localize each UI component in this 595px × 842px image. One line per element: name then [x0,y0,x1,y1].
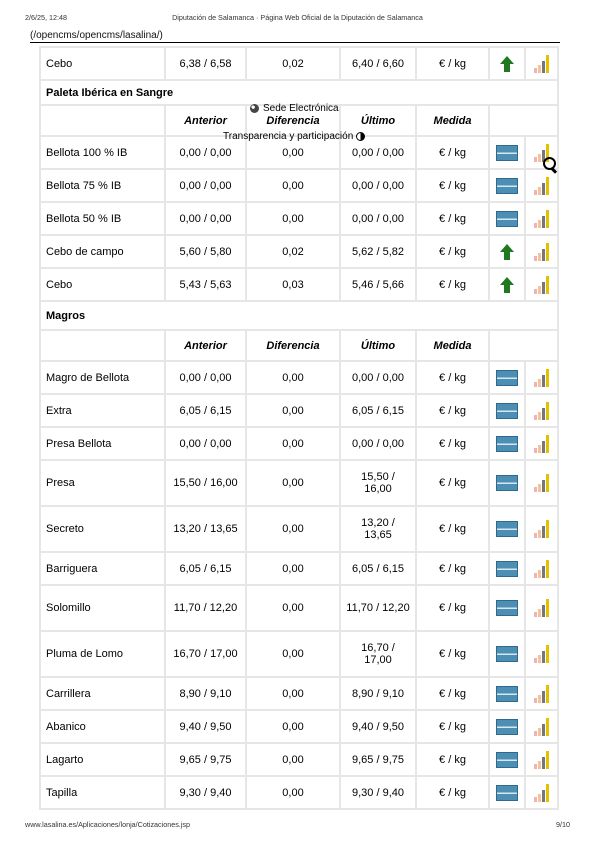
product-name: Bellota 50 % IB [40,202,165,235]
up-arrow-icon [500,277,514,293]
product-name: Solomillo [40,585,165,631]
stable-icon [496,145,518,161]
product-name: Bellota 100 % IB [40,136,165,169]
site-home-link[interactable]: (/opencms/opencms/lasalina/) [30,30,163,41]
print-footer-url: www.lasalina.es/Aplicaciones/lonja/Cotizaciones.jsp [25,820,190,829]
table-row [40,47,558,80]
stable-icon [496,719,518,735]
stable-icon [496,561,518,577]
product-name: Extra [40,394,165,427]
anterior-value: 6,38 / 6,58 [165,47,246,80]
medida-value: € / kg [416,710,489,743]
diferencia-value: 0,02 [246,235,340,268]
search-icon[interactable] [543,157,557,171]
column-header-diferencia: Diferencia [246,105,340,136]
medida-value: € / kg [416,394,489,427]
diferencia-value: 0,00 [246,202,340,235]
print-footer [25,820,570,829]
medida-value: € / kg [416,506,489,552]
table-row [40,552,558,585]
medida-value: € / kg [416,585,489,631]
anterior-value: 9,30 / 9,40 [165,776,246,809]
stable-icon [496,178,518,194]
ultimo-value: 0,00 / 0,00 [340,136,416,169]
table-row [40,427,558,460]
table-row [40,631,558,677]
ultimo-value: 5,46 / 5,66 [340,268,416,301]
anterior-value: 15,50 / 16,00 [165,460,246,506]
column-header-ultimo: Último [340,330,416,361]
anterior-value: 9,65 / 9,75 [165,743,246,776]
column-header-anterior: Anterior [165,105,246,136]
column-header-medida: Medida [416,105,489,136]
anterior-value: 9,40 / 9,50 [165,710,246,743]
price-chart-icon[interactable] [534,645,549,663]
column-header-diferencia: Diferencia [246,330,340,361]
product-name: Cebo [40,268,165,301]
ultimo-value: 6,05 / 6,15 [340,552,416,585]
anterior-value: 0,00 / 0,00 [165,427,246,460]
ultimo-value: 9,65 / 9,75 [340,743,416,776]
anterior-value: 16,70 / 17,00 [165,631,246,677]
diferencia-value: 0,00 [246,394,340,427]
price-chart-icon[interactable] [534,243,549,261]
anterior-value: 0,00 / 0,00 [165,202,246,235]
anterior-value: 5,43 / 5,63 [165,268,246,301]
medida-value: € / kg [416,47,489,80]
ultimo-value: 13,20 / 13,65 [340,506,416,552]
ultimo-value: 0,00 / 0,00 [340,169,416,202]
ultimo-value: 9,40 / 9,50 [340,710,416,743]
product-name: Pluma de Lomo [40,631,165,677]
medida-value: € / kg [416,776,489,809]
diferencia-value: 0,00 [246,552,340,585]
medida-value: € / kg [416,427,489,460]
price-chart-icon[interactable] [534,560,549,578]
price-chart-icon[interactable] [534,474,549,492]
ultimo-value: 16,70 / 17,00 [340,631,416,677]
medida-value: € / kg [416,136,489,169]
anterior-value: 8,90 / 9,10 [165,677,246,710]
ultimo-value: 0,00 / 0,00 [340,361,416,394]
diferencia-value: 0,00 [246,136,340,169]
header-divider [30,42,560,43]
product-name: Presa Bellota [40,427,165,460]
column-header-medida: Medida [416,330,489,361]
medida-value: € / kg [416,361,489,394]
table-row [40,776,558,809]
stable-icon [496,752,518,768]
anterior-value: 5,60 / 5,80 [165,235,246,268]
product-name: Abanico [40,710,165,743]
product-name: Carrillera [40,677,165,710]
medida-value: € / kg [416,268,489,301]
anterior-value: 6,05 / 6,15 [165,394,246,427]
stable-icon [496,785,518,801]
diferencia-value: 0,00 [246,710,340,743]
product-name: Barriguera [40,552,165,585]
anterior-value: 0,00 / 0,00 [165,361,246,394]
medida-value: € / kg [416,552,489,585]
medida-value: € / kg [416,743,489,776]
stable-icon [496,521,518,537]
price-chart-icon[interactable] [534,55,549,73]
product-name: Lagarto [40,743,165,776]
table-row [40,585,558,631]
anterior-value: 6,05 / 6,15 [165,552,246,585]
stable-icon [496,475,518,491]
price-chart-icon[interactable] [534,435,549,453]
column-header-anterior: Anterior [165,330,246,361]
table-row [40,202,558,235]
medida-value: € / kg [416,169,489,202]
medida-value: € / kg [416,235,489,268]
stable-icon [496,646,518,662]
diferencia-value: 0,00 [246,460,340,506]
table-row [40,235,558,268]
product-name: Cebo [40,47,165,80]
table-row [40,506,558,552]
ultimo-value: 6,05 / 6,15 [340,394,416,427]
diferencia-value: 0,00 [246,743,340,776]
price-chart-icon[interactable] [534,369,549,387]
price-chart-icon[interactable] [534,751,549,769]
diferencia-value: 0,00 [246,361,340,394]
stable-icon [496,370,518,386]
diferencia-value: 0,00 [246,506,340,552]
diferencia-value: 0,03 [246,268,340,301]
table-row [40,460,558,506]
half-circle-icon [356,132,365,141]
product-name: Bellota 75 % IB [40,169,165,202]
diferencia-value: 0,00 [246,169,340,202]
column-header-row [40,330,558,361]
price-chart-icon[interactable] [534,685,549,703]
diferencia-value: 0,00 [246,631,340,677]
ultimo-value: 5,62 / 5,82 [340,235,416,268]
stable-icon [496,403,518,419]
section-row [40,301,558,330]
anterior-value: 0,00 / 0,00 [165,169,246,202]
product-name: Tapilla [40,776,165,809]
price-table [39,46,559,810]
sede-electronica-link[interactable] [250,103,339,114]
medida-value: € / kg [416,460,489,506]
up-arrow-icon [500,56,514,72]
table-row [40,710,558,743]
table-row [40,394,558,427]
print-header [25,13,570,23]
column-header-ultimo: Último [340,105,416,136]
diferencia-value: 0,00 [246,677,340,710]
print-datetime: 2/6/25, 12:48 [25,13,67,22]
price-chart-icon[interactable] [534,177,549,195]
ultimo-value: 11,70 / 12,20 [340,585,416,631]
print-page-number: 9/10 [556,820,570,829]
anterior-value: 0,00 / 0,00 [165,136,246,169]
stable-icon [496,600,518,616]
ultimo-value: 0,00 / 0,00 [340,427,416,460]
ultimo-value: 9,30 / 9,40 [340,776,416,809]
anterior-value: 11,70 / 12,20 [165,585,246,631]
stable-icon [496,436,518,452]
ultimo-value: 8,90 / 9,10 [340,677,416,710]
product-name: Presa [40,460,165,506]
section-row [40,80,558,105]
up-arrow-icon [500,244,514,260]
table-row [40,169,558,202]
globe-icon [250,104,259,113]
diferencia-value: 0,00 [246,427,340,460]
table-row [40,743,558,776]
section-title: Paleta Ibérica en Sangre [40,80,558,105]
transparencia-label: Transparencia y participación [223,131,354,142]
price-chart-icon[interactable] [534,718,549,736]
ultimo-value: 0,00 / 0,00 [340,202,416,235]
price-chart-icon[interactable] [534,402,549,420]
stable-icon [496,211,518,227]
product-name: Secreto [40,506,165,552]
product-name: Cebo de campo [40,235,165,268]
table-row [40,361,558,394]
price-chart-icon[interactable] [534,276,549,294]
print-page-title: Diputación de Salamanca · Página Web Oficial de la Diputación de Salamanca [172,13,423,22]
medida-value: € / kg [416,631,489,677]
price-chart-icon[interactable] [534,599,549,617]
stable-icon [496,686,518,702]
medida-value: € / kg [416,677,489,710]
section-title: Magros [40,301,558,330]
transparencia-link[interactable] [223,131,365,142]
price-chart-icon[interactable] [534,784,549,802]
medida-value: € / kg [416,202,489,235]
price-chart-icon[interactable] [534,520,549,538]
ultimo-value: 15,50 / 16,00 [340,460,416,506]
diferencia-value: 0,02 [246,47,340,80]
sede-electronica-label: Sede Electrónica [263,103,339,114]
price-chart-icon[interactable] [534,210,549,228]
table-row [40,677,558,710]
diferencia-value: 0,00 [246,585,340,631]
ultimo-value: 6,40 / 6,60 [340,47,416,80]
diferencia-value: 0,00 [246,776,340,809]
product-name: Magro de Bellota [40,361,165,394]
anterior-value: 13,20 / 13,65 [165,506,246,552]
table-row [40,268,558,301]
